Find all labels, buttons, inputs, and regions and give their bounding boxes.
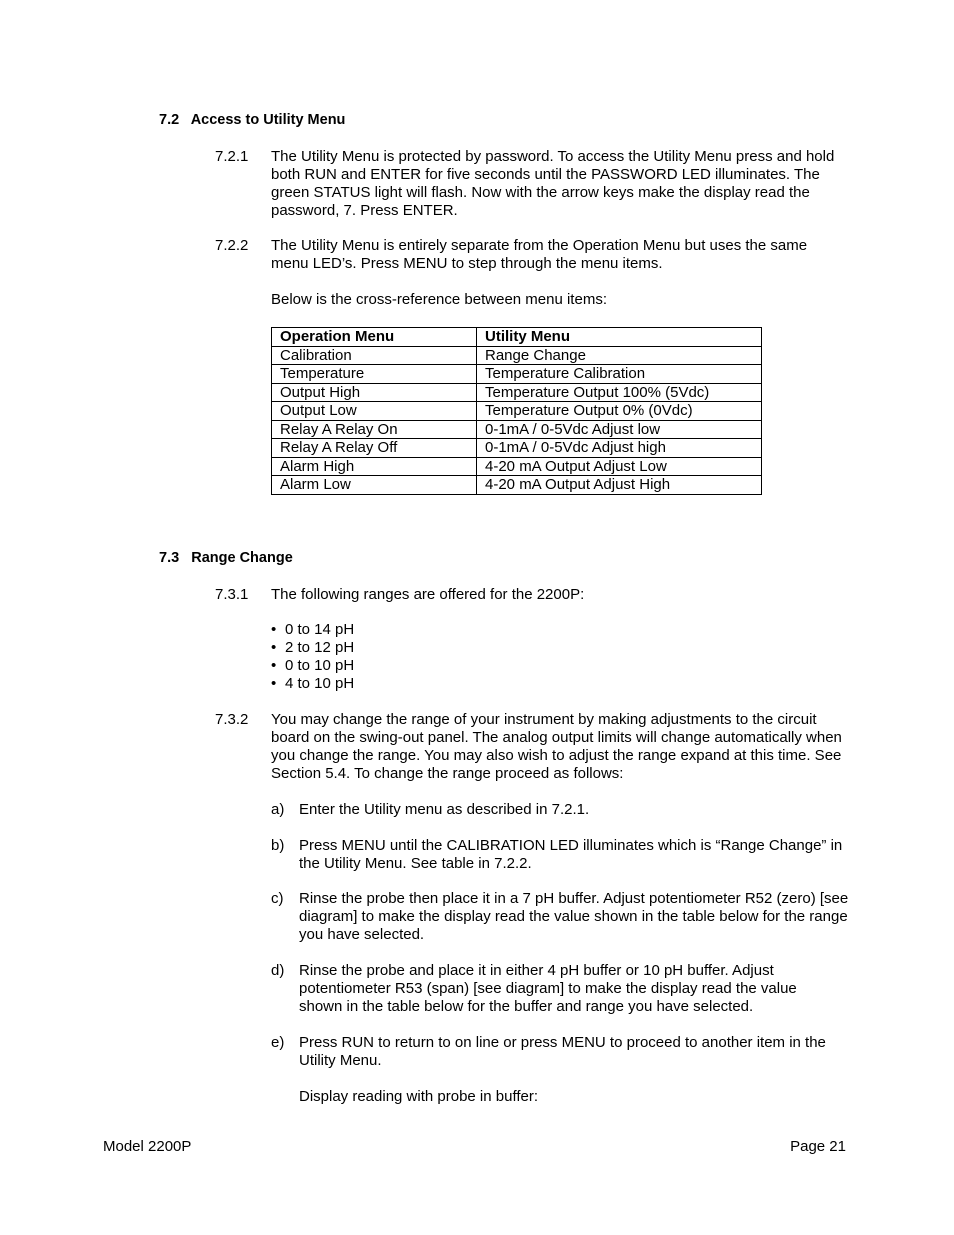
- para-number: 7.3.2: [215, 711, 249, 728]
- footer-model: Model 2200P: [103, 1138, 192, 1155]
- bullet-icon: •: [271, 621, 277, 638]
- list-item: [271, 639, 354, 657]
- range-list: [271, 621, 354, 693]
- table-cell: Temperature Output 100% (5Vdc): [477, 383, 762, 402]
- table-cell: Temperature Output 0% (0Vdc): [477, 402, 762, 421]
- step-text: Rinse the probe and place it in either 4 pH buffer or 10 pH buffer. Adjust potentiometer R53 (span) [see diagram] to make the display read the value shown in the table below for the buffer and range you have selected.: [299, 962, 797, 1015]
- table-cell: Alarm High: [272, 457, 477, 476]
- step-label: a): [271, 801, 285, 818]
- table-cell: 4-20 mA Output Adjust High: [477, 476, 762, 495]
- bullet-icon: •: [271, 639, 277, 656]
- table-cell: Output Low: [272, 402, 477, 421]
- step-label: b): [271, 837, 285, 854]
- step-text: Rinse the probe then place it in a 7 pH buffer. Adjust potentiometer R52 (zero) [see diagram] to make the display read the value shown in the table below for the range you have selected.: [299, 890, 849, 943]
- para-number: 7.3.1: [215, 586, 249, 603]
- list-item: [271, 621, 354, 639]
- table-cell: Calibration: [272, 346, 477, 365]
- paragraph: Below is the cross-reference between menu items:: [271, 291, 607, 308]
- range-label: 0 to 14 pH: [285, 621, 355, 638]
- range-label: 4 to 10 pH: [285, 675, 355, 692]
- table-row: [272, 383, 762, 402]
- step-label: c): [271, 890, 284, 907]
- list-item: [271, 657, 354, 675]
- table-row: [272, 420, 762, 439]
- table-cell: Relay A Relay Off: [272, 439, 477, 458]
- table-cell: Temperature: [272, 365, 477, 384]
- table-cell: Alarm Low: [272, 476, 477, 495]
- table-cell: Output High: [272, 383, 477, 402]
- range-label: 2 to 12 pH: [285, 639, 355, 656]
- table-row: [272, 476, 762, 495]
- para-number: 7.2.2: [215, 237, 249, 254]
- step-text: Press MENU until the CALIBRATION LED illuminates which is “Range Change” in the Utility Menu. See table in 7.2.2.: [299, 837, 843, 872]
- step-text: Enter the Utility menu as described in 7.2.1.: [299, 801, 590, 818]
- paragraph: The Utility Menu is entirely separate from the Operation Menu but uses the same menu LED’s. Press MENU to step through the menu items.: [271, 237, 808, 272]
- table-cell: Relay A Relay On: [272, 420, 477, 439]
- paragraph: The Utility Menu is protected by password. To access the Utility Menu press and hold both RUN and ENTER for five seconds until the PASSWORD LED illuminates. The green STATUS light will flash. Now with the arrow keys make the display read the password, 7. Press ENTER.: [271, 148, 835, 219]
- bullet-icon: •: [271, 675, 277, 692]
- table-cell: 4-20 mA Output Adjust Low: [477, 457, 762, 476]
- section-7-2-heading: 7.2 Access to Utility Menu: [159, 112, 346, 128]
- list-item: [271, 675, 354, 693]
- table-row: [272, 365, 762, 384]
- display-note: Display reading with probe in buffer:: [299, 1088, 539, 1105]
- paragraph: The following ranges are offered for the 2200P:: [271, 586, 585, 603]
- table-cell: Temperature Calibration: [477, 365, 762, 384]
- section-7-3-heading: 7.3 Range Change: [159, 550, 293, 566]
- table-header-cell: Utility Menu: [477, 328, 762, 347]
- table-header-cell: Operation Menu: [272, 328, 477, 347]
- paragraph: You may change the range of your instrument by making adjustments to the circuit board on the swing-out panel. The analog output limits will change automatically when you change the range. You may also wish to adjust the range expand at this time. See Section 5.4. To change the range proceed as follows:: [271, 711, 842, 782]
- table-cell: 0-1mA / 0-5Vdc Adjust high: [477, 439, 762, 458]
- table-row: [272, 402, 762, 421]
- step-label: d): [271, 962, 285, 979]
- bullet-icon: •: [271, 657, 277, 674]
- range-label: 0 to 10 pH: [285, 657, 355, 674]
- para-number: 7.2.1: [215, 148, 249, 165]
- table-row: [272, 346, 762, 365]
- table-row: [272, 439, 762, 458]
- table-cell: 0-1mA / 0-5Vdc Adjust low: [477, 420, 762, 439]
- footer-page-number: Page 21: [790, 1138, 846, 1155]
- cross-reference-table: [271, 327, 762, 495]
- table-header-row: [272, 328, 762, 347]
- step-label: e): [271, 1034, 285, 1051]
- table-row: [272, 457, 762, 476]
- step-text: Press RUN to return to on line or press MENU to proceed to another item in the Utility Menu.: [299, 1034, 826, 1069]
- table-cell: Range Change: [477, 346, 762, 365]
